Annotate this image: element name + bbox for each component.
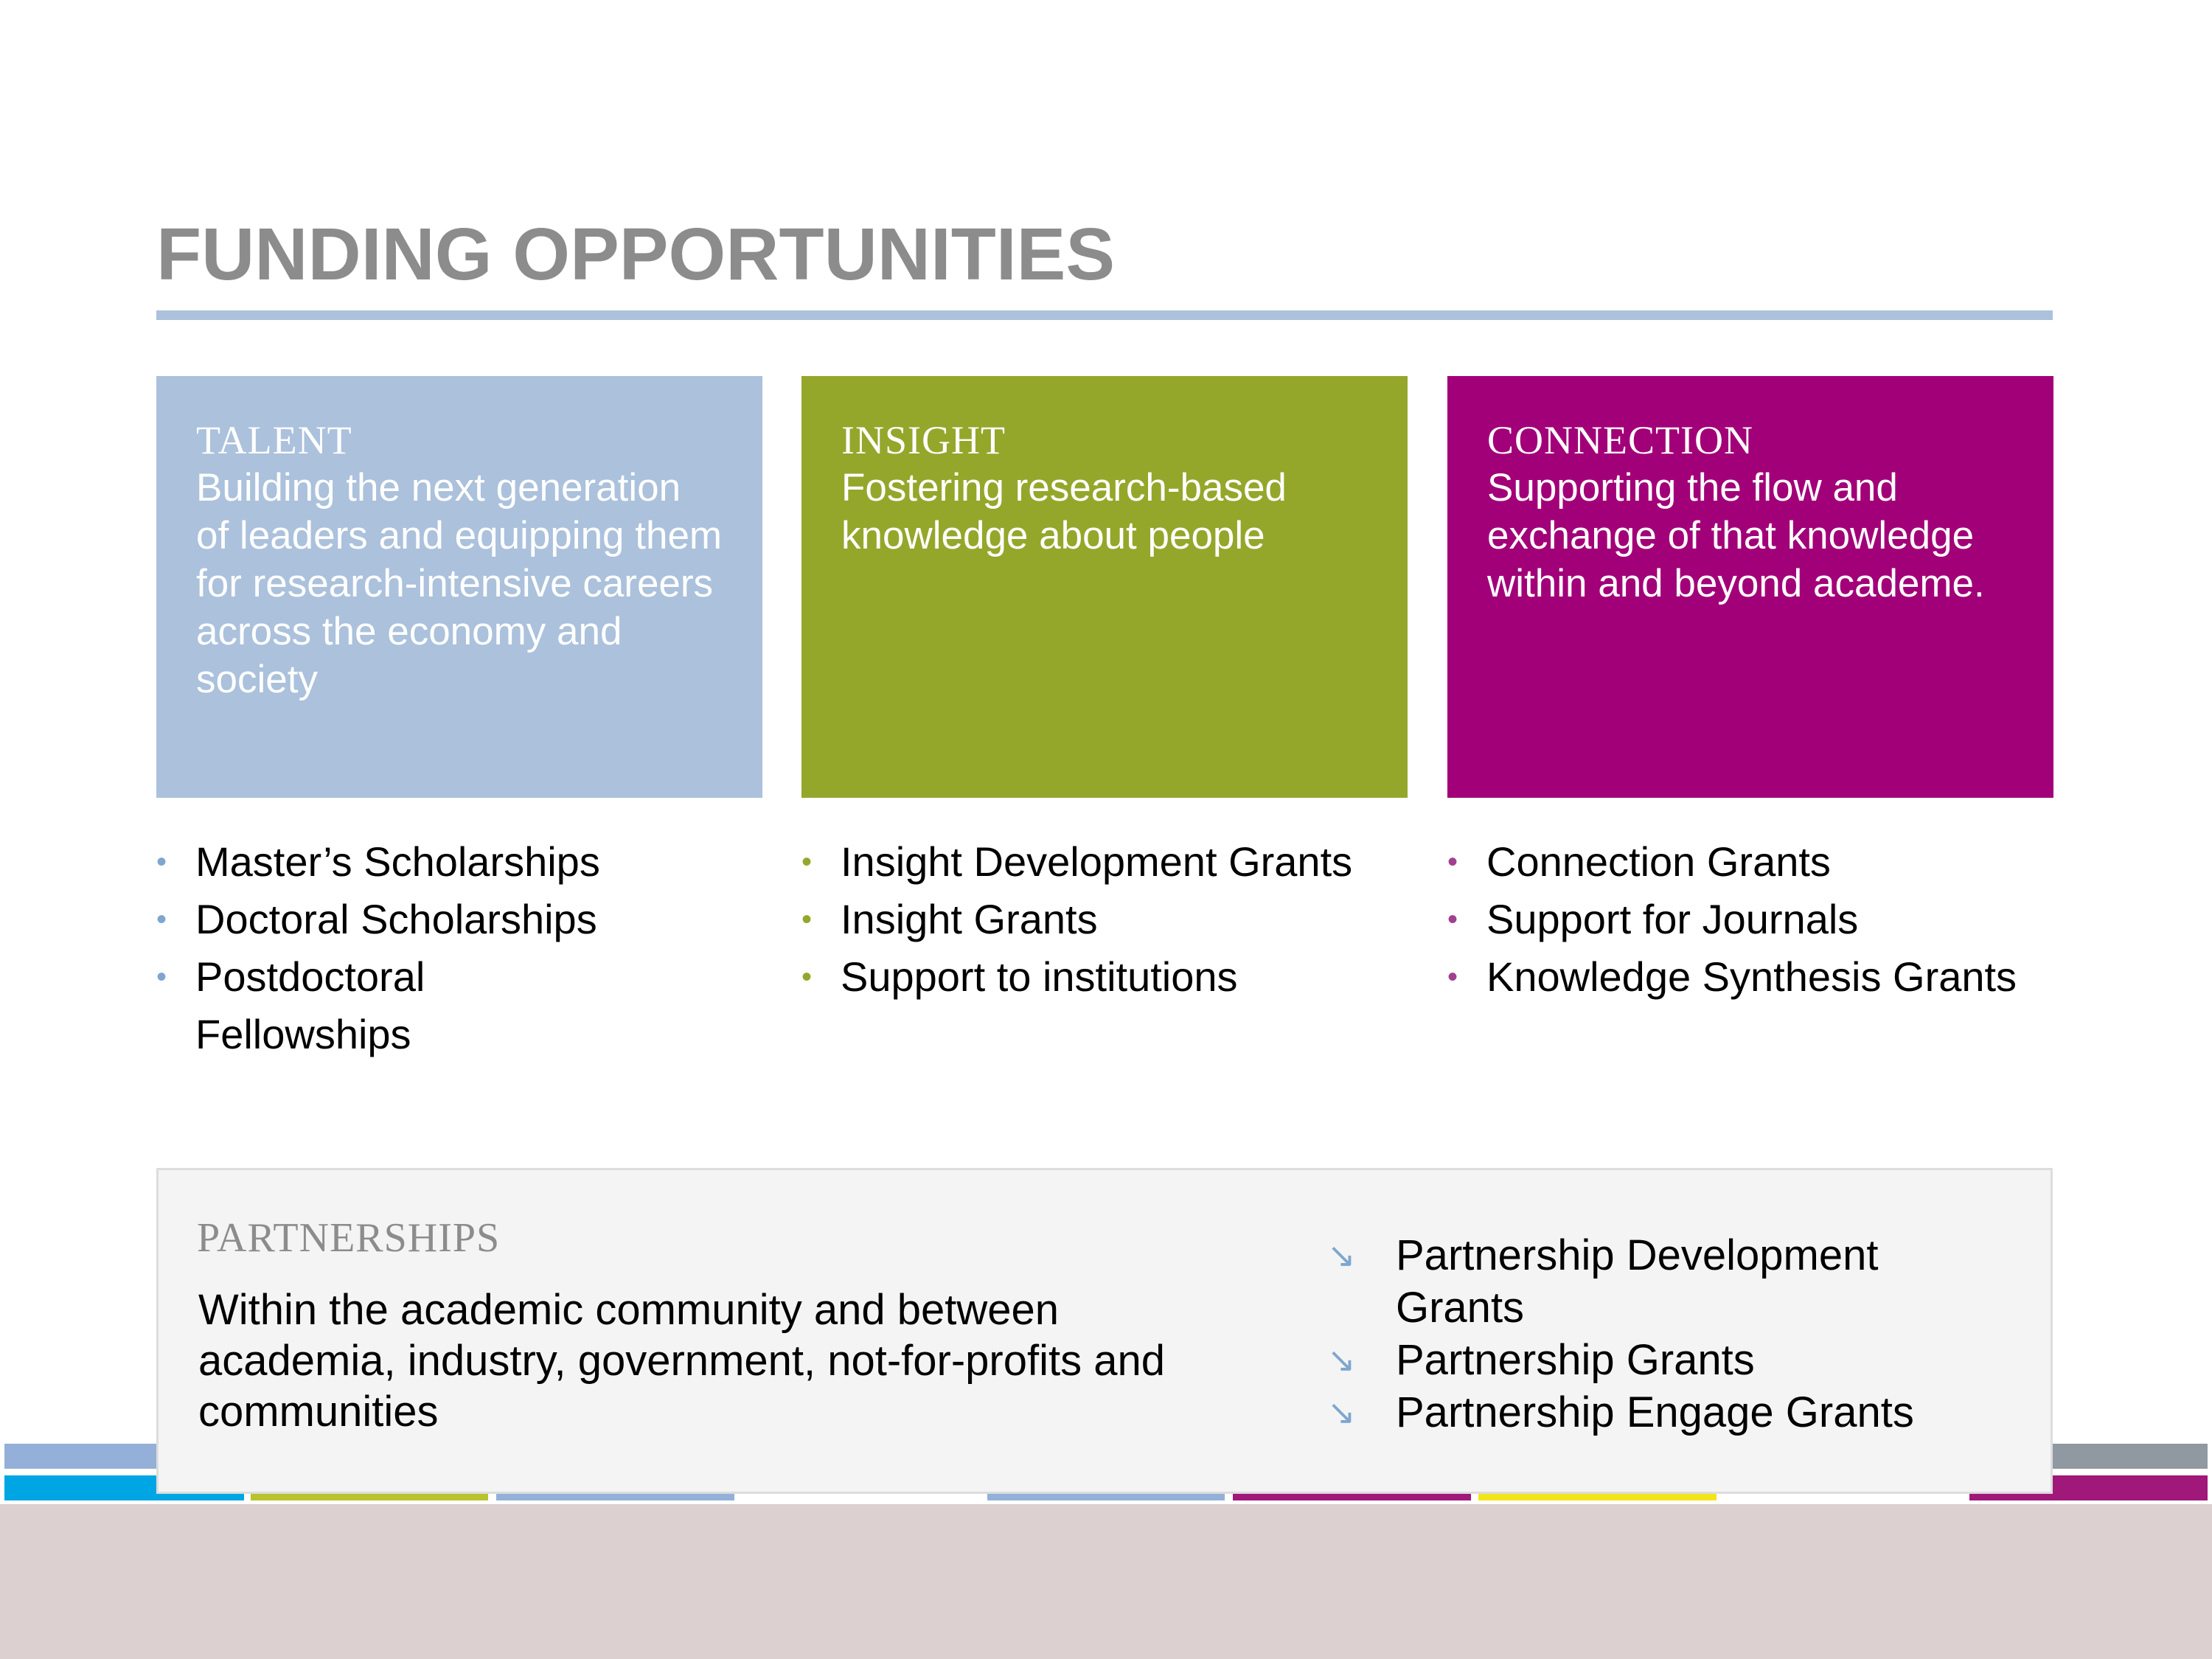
- list-item-label: Connection Grants: [1486, 838, 1831, 885]
- bullet-icon: •: [156, 846, 167, 878]
- talent-programs-list: [156, 833, 746, 1063]
- list-item-label: Support to institutions: [841, 953, 1238, 1000]
- list-item-label: Doctoral Scholarships: [195, 896, 597, 942]
- list-item-label: Partnership Development Grants: [1396, 1231, 1879, 1332]
- arrow-down-right-icon: ↘: [1327, 1236, 1356, 1274]
- list-item-label: Knowledge Synthesis Grants: [1486, 953, 2017, 1000]
- bullet-icon: •: [801, 846, 813, 878]
- list-item: [1447, 833, 2037, 891]
- bullet-icon: •: [1447, 961, 1458, 993]
- partnerships-description: Within the academic community and between academia, industry, government, not-for-profits and communities: [198, 1286, 1166, 1436]
- insight-panel: [801, 376, 1408, 798]
- list-item: [1327, 1386, 1991, 1439]
- connection-description: Supporting the flow and exchange of that knowledge within and beyond academe.: [1487, 466, 1985, 605]
- connection-panel: [1447, 376, 2053, 798]
- connection-heading: CONNECTION: [1487, 418, 1753, 462]
- talent-panel: [156, 376, 762, 798]
- bullet-icon: •: [1447, 903, 1458, 936]
- list-item: [156, 891, 746, 948]
- bullet-icon: •: [156, 903, 167, 936]
- arrow-down-right-icon: ↘: [1327, 1393, 1356, 1431]
- list-item: [801, 891, 1391, 948]
- list-item-label: Master’s Scholarships: [195, 838, 600, 885]
- list-item-label: Postdoctoral Fellowships: [195, 953, 425, 1057]
- bullet-icon: •: [1447, 846, 1458, 878]
- talent-description: Building the next generation of leaders and equipping them for research-intensive careers across the economy and society: [196, 466, 723, 701]
- insight-programs-list: [801, 833, 1391, 1006]
- bullet-icon: •: [801, 903, 813, 936]
- bullet-icon: •: [801, 961, 813, 993]
- list-item: [801, 833, 1391, 891]
- list-item: [1327, 1334, 1991, 1386]
- partnerships-heading: PARTNERSHIPS: [197, 1215, 501, 1261]
- page-title: FUNDING OPPORTUNITIES: [156, 213, 1116, 296]
- list-item-label: Partnership Grants: [1396, 1336, 1755, 1384]
- arrow-down-right-icon: ↘: [1327, 1340, 1356, 1379]
- list-item-label: Support for Journals: [1486, 896, 1859, 942]
- list-item-label: Insight Development Grants: [841, 838, 1353, 885]
- list-item: [1447, 948, 2037, 1006]
- list-item: [156, 948, 490, 1063]
- list-item: [156, 833, 746, 891]
- partnerships-box: [156, 1168, 2053, 1494]
- list-item-label: Insight Grants: [841, 896, 1098, 942]
- insight-description: Fostering research-based knowledge about people: [841, 466, 1287, 557]
- footer-ground: [0, 1504, 2212, 1659]
- list-item: [1327, 1229, 1912, 1334]
- list-item: [801, 948, 1391, 1006]
- partnerships-programs-list: [1327, 1229, 1991, 1439]
- insight-heading: INSIGHT: [841, 418, 1006, 462]
- list-item: [1447, 891, 2037, 948]
- list-item-label: Partnership Engage Grants: [1396, 1388, 1914, 1436]
- bullet-icon: •: [156, 961, 167, 993]
- connection-programs-list: [1447, 833, 2037, 1006]
- title-divider: [156, 310, 2053, 320]
- talent-heading: TALENT: [196, 418, 352, 462]
